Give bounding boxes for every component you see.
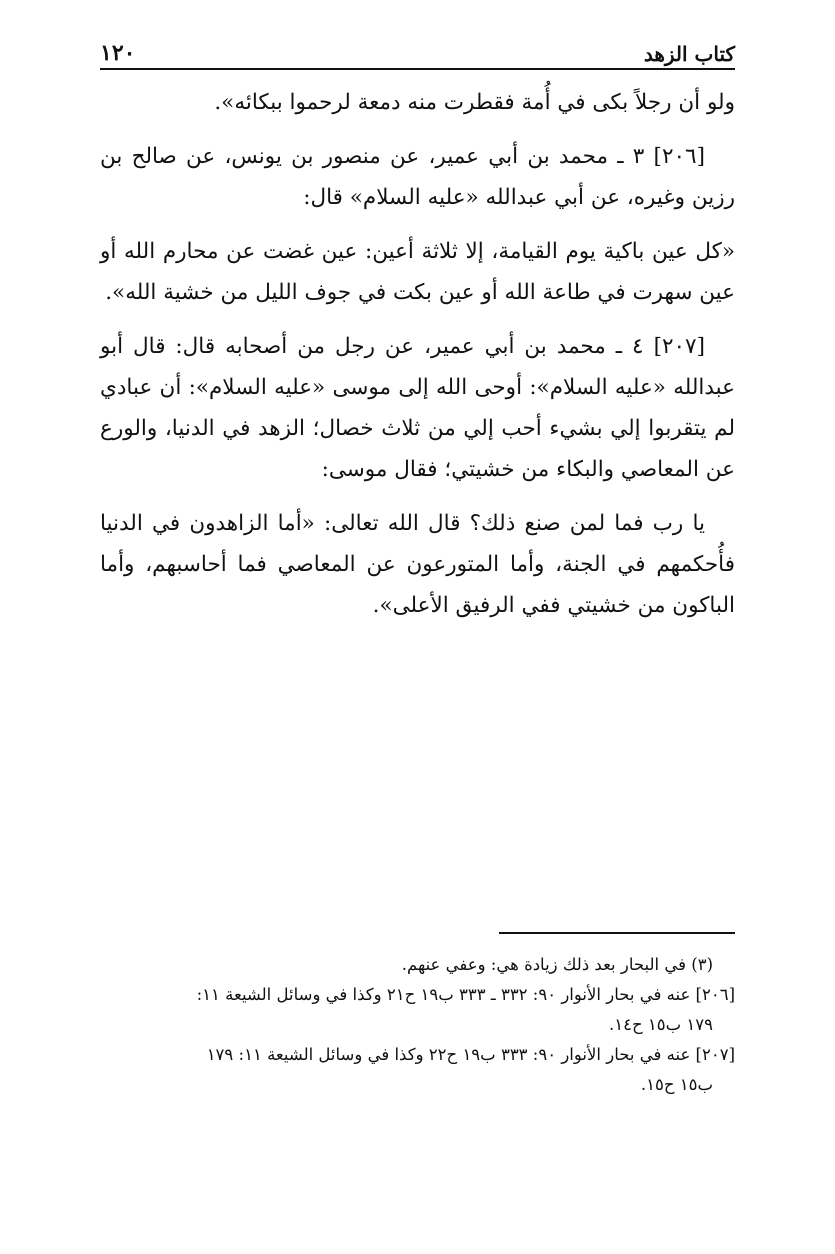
footnote-3: (٣) في البحار بعد ذلك زيادة هي: وعفي عنهم.: [401, 955, 713, 974]
footnote-206-continued: ١٧٩ ب١٥ ح١٤.: [609, 1015, 713, 1034]
footnote-207-continued: ب١٥ ح١٥.: [640, 1075, 713, 1094]
footnote-207: [٢٠٧] عنه في بحار الأنوار ٩٠: ٣٣٣ ب١٩ ح٢٢ وكذا في وسائل الشيعة ١١: ١٧٩: [206, 1045, 735, 1064]
running-header: [100, 30, 735, 70]
footnote-206: [٢٠٦] عنه في بحار الأنوار ٩٠: ٣٣٢ ـ ٣٣٣ ب١٩ ح٢١ وكذا في وسائل الشيعة ١١:: [196, 985, 735, 1004]
paragraph-hadith-206-isnad: [٢٠٦] ٣ ـ محمد بن أبي عمير، عن منصور بن يونس، عن صالح بن رزين وغيره، عن أبي عبدالله «عليه السلام» قال:: [100, 144, 735, 210]
paragraph-hadith-206-text: «كل عين باكية يوم القيامة، إلا ثلاثة أعين: عين غضت عن محارم الله أو عين سهرت في طاعة الله أو عين بكت في جوف الليل من خشية الله».: [100, 239, 735, 305]
paragraph-hadith-207: [٢٠٧] ٤ ـ محمد بن أبي عمير، عن رجل من أصحابه قال: قال أبو عبدالله «عليه السلام»: أوحى الله إلى موسى «عليه السلام»: أن عبادي لم يتقربوا إلي بشيء أحب إلي من ثلاث خصال؛ الزهد في الدنيا، والورع عن المعاصي والبكاء من خشيتي؛ فقال موسى:: [100, 334, 735, 482]
paragraph-hadith-207-continued: يا رب فما لمن صنع ذلك؟ قال الله تعالى: «أما الزاهدون في الدنيا فأُحكمهم في الجنة، وأما المتورعون عن المعاصي فما أحاسبهم، وأما الباكون من خشيتي ففي الرفيق الأعلى».: [100, 511, 735, 618]
paragraph-hadith-end: ولو أن رجلاً بكى في أُمة فقطرت منه دمعة لرحموا ببكائه».: [214, 90, 735, 115]
footnote-divider: [499, 932, 735, 934]
page-number: ١٢٠: [100, 40, 136, 66]
book-title: كتاب الزهد: [643, 42, 735, 66]
footnotes: [100, 950, 735, 1100]
main-text: [100, 82, 735, 639]
